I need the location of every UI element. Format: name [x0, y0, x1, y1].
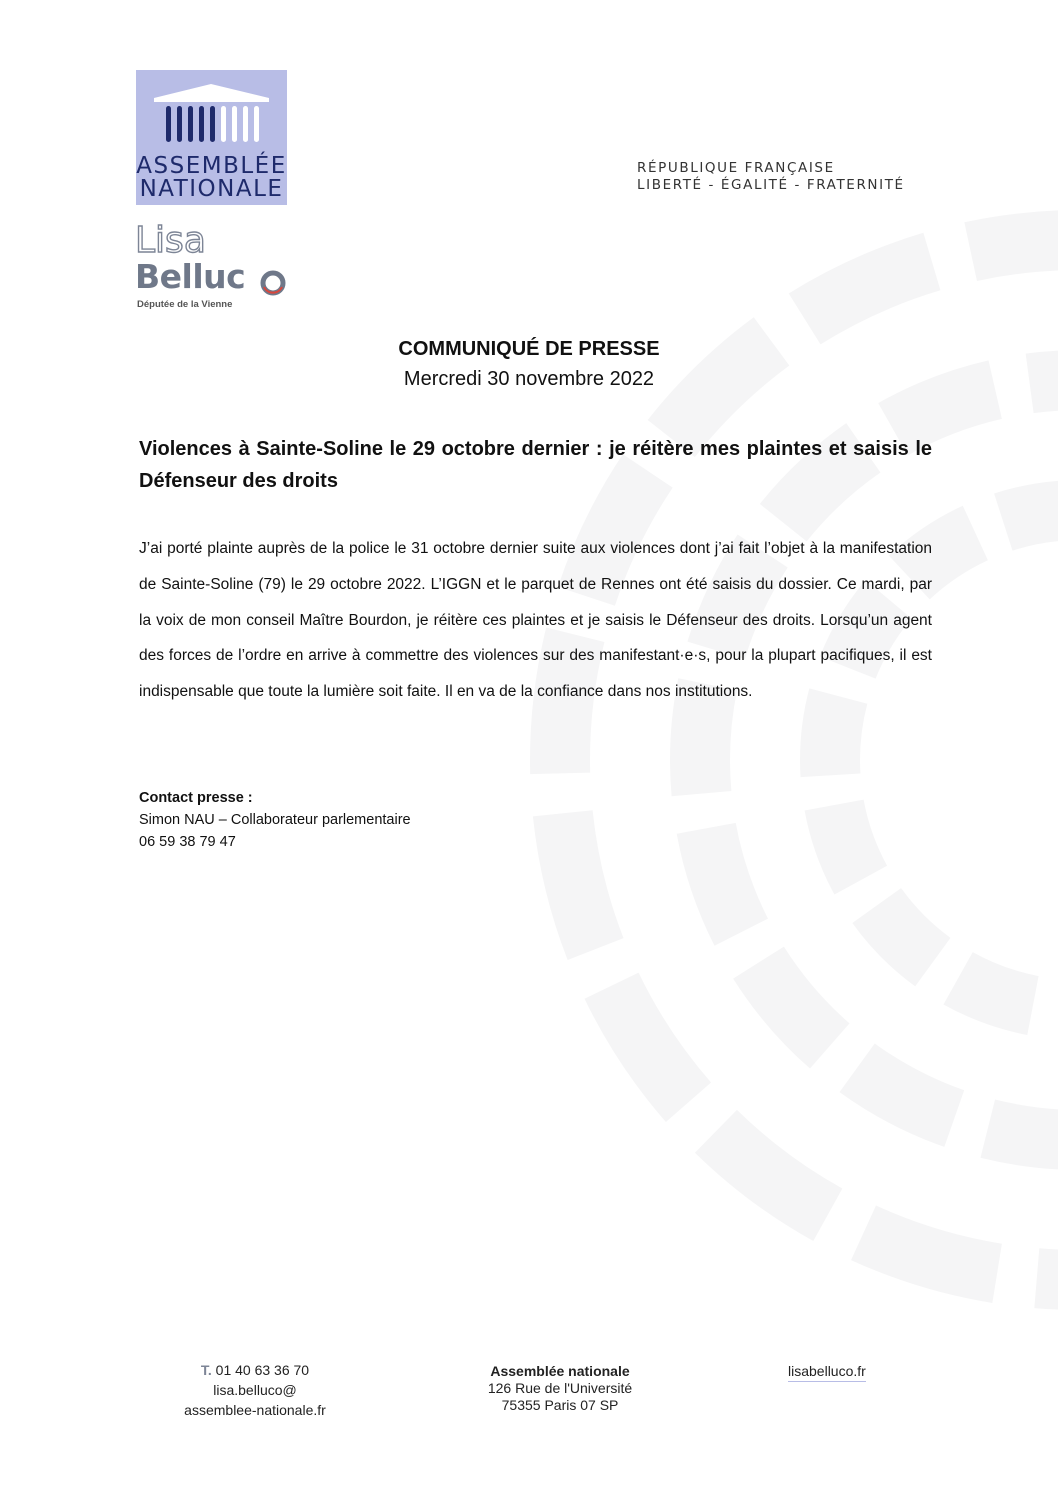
footer-website-link[interactable]: lisabelluco.fr — [788, 1361, 866, 1382]
document-type: COMMUNIQUÉ DE PRESSE — [398, 338, 660, 360]
contact-name: Simon NAU – Collaborateur parlementaire — [139, 812, 411, 828]
logo-text-line2: NATIONALE — [139, 176, 284, 202]
republic-motto — [637, 160, 905, 194]
body-paragraph: J’ai porté plainte auprès de la police le 31 octobre dernier suite aux violences dont j’ai fait l’objet à la manifestation de Sainte-Soline (79) le 29 octobre 2022. L’IGGN et le parquet de Rennes ont été saisis du dossier. Ce mardi, par la voix de mon conseil Maître Bourdon, je réitère ces plaintes et je saisis le Défenseur des droits. Lorsqu’un agent des forces de l’ordre en arrive à commettre des violences sur des manifestant·e·s, pour la plupart pacifiques, il est indispensable que toute la lumière soit faite. Il en va de la confiance dans nos institutions. — [139, 540, 932, 701]
footer-phone-line — [160, 1360, 350, 1380]
hemicycle-icon — [136, 70, 287, 150]
contact-phone: 06 59 38 79 47 — [139, 834, 236, 850]
footer-address-line1: 126 Rue de l'Université — [487, 1380, 633, 1396]
footer-org-name: Assemblée nationale — [490, 1363, 630, 1379]
footer-contact — [160, 1360, 350, 1420]
footer-email-line2: assemblee-nationale.fr — [184, 1402, 326, 1418]
deputy-first-name: Lisa — [135, 220, 206, 261]
contact-label: Contact presse : — [139, 790, 253, 806]
document-date: Mercredi 30 novembre 2022 — [403, 368, 655, 390]
footer-phone: 01 40 63 36 70 — [215, 1362, 310, 1378]
republic-name: RÉPUBLIQUE FRANÇAISE — [637, 160, 835, 176]
headline: Violences à Sainte-Soline le 29 octobre dernier : je réitère mes plaintes et saisis le Défenseur des droits — [139, 438, 932, 492]
footer-email-line1: lisa.belluco@ — [213, 1382, 297, 1398]
press-contact — [139, 787, 411, 853]
footer-address — [460, 1363, 660, 1414]
footer-address-line2: 75355 Paris 07 SP — [501, 1397, 619, 1413]
republic-motto-line: LIBERTÉ - ÉGALITÉ - FRATERNITÉ — [637, 177, 905, 193]
deputy-title: Députée de la Vienne — [137, 299, 233, 310]
logo-text-line1: ASSEMBLÉE — [136, 153, 287, 179]
phone-prefix: T. — [200, 1362, 212, 1378]
deputy-last-name: Belluc — [135, 257, 246, 296]
deputy-logo-o-icon — [259, 269, 287, 297]
assemblee-nationale-logo — [136, 70, 287, 205]
